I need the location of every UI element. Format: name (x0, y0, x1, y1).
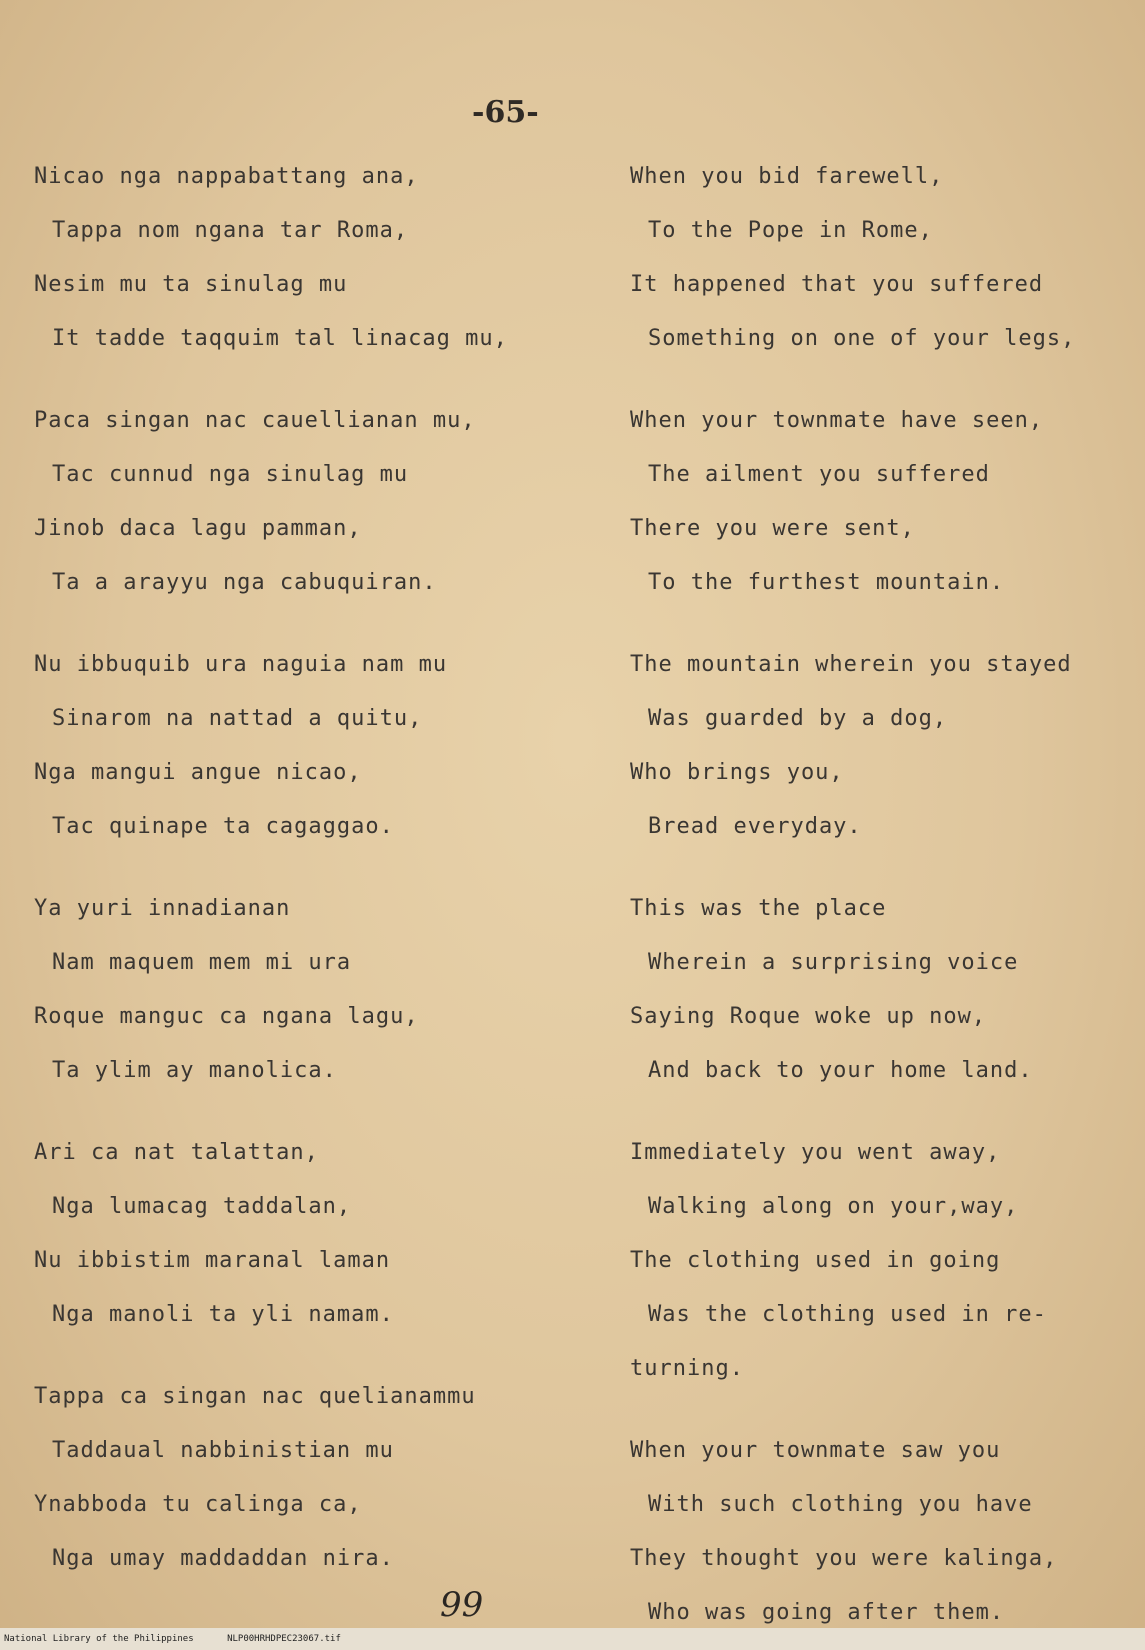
stanza-gap (630, 1098, 1140, 1126)
left-verse-line: Ynabboda tu calinga ca, (34, 1492, 362, 1517)
right-verse-line: When your townmate saw you (630, 1438, 1001, 1463)
right-verse-line: Something on one of your legs, (648, 326, 1076, 351)
right-verse-line: Walking along on your,way, (648, 1194, 1019, 1219)
right-verse-line: Immediately you went away, (630, 1140, 1001, 1165)
left-verse-line: Nga manoli ta yli namam. (52, 1302, 394, 1327)
left-verse-line: Roque manguc ca ngana lagu, (34, 1004, 419, 1029)
left-stanza (34, 1370, 574, 1586)
left-verse-line: It tadde taqquim tal linacag mu, (52, 326, 508, 351)
stanza-gap (630, 854, 1140, 882)
english-translation-column (630, 150, 1140, 1640)
right-verse-line: And back to your home land. (648, 1058, 1033, 1083)
right-verse-line: It happened that you suffered (630, 272, 1044, 297)
right-verse-line: When you bid farewell, (630, 164, 944, 189)
right-stanza (630, 394, 1140, 610)
left-verse-line: Nicao nga nappabattang ana, (34, 164, 419, 189)
tagalog-verse-column (34, 150, 574, 1586)
left-verse-line: Tappa ca singan nac quelianammu (34, 1384, 476, 1409)
left-verse-line: Nga mangui angue nicao, (34, 760, 362, 785)
right-verse-line: To the furthest mountain. (648, 570, 1005, 595)
file-name: NLP00HRHDPEC23067.tif (227, 1634, 341, 1644)
right-verse-line: Who was going after them. (648, 1600, 1005, 1625)
right-verse-line: When your townmate have seen, (630, 408, 1044, 433)
stanza-gap (34, 854, 574, 882)
right-stanza (630, 1424, 1140, 1640)
page-number: -65- (472, 95, 539, 130)
right-stanza (630, 1126, 1140, 1396)
right-stanza (630, 638, 1140, 854)
stanza-gap (630, 1396, 1140, 1424)
left-verse-line: Ari ca nat talattan, (34, 1140, 319, 1165)
stanza-gap (34, 1098, 574, 1126)
right-stanza (630, 150, 1140, 366)
left-stanza (34, 882, 574, 1098)
left-stanza (34, 150, 574, 366)
handwritten-folio-number: 99 (440, 1585, 484, 1625)
left-verse-line: Nu ibbistim maranal laman (34, 1248, 391, 1273)
left-verse-line: Nesim mu ta sinulag mu (34, 272, 348, 297)
left-verse-line: Jinob daca lagu pamman, (34, 516, 362, 541)
right-verse-line: The ailment you suffered (648, 462, 990, 487)
right-verse-line: Was the clothing used in re- (648, 1302, 1047, 1327)
left-verse-line: Nga lumacag taddalan, (52, 1194, 352, 1219)
left-verse-line: Tac quinape ta cagaggao. (52, 814, 394, 839)
left-verse-line: Tappa nom ngana tar Roma, (52, 218, 409, 243)
right-verse-line: Bread everyday. (648, 814, 862, 839)
library-credit: National Library of the Philippines (4, 1634, 194, 1644)
left-verse-line: Paca singan nac cauellianan mu, (34, 408, 476, 433)
left-stanza (34, 638, 574, 854)
left-verse-line: Ta ylim ay manolica. (52, 1058, 337, 1083)
right-verse-line: There you were sent, (630, 516, 915, 541)
right-verse-line: With such clothing you have (648, 1492, 1033, 1517)
left-verse-line: Ta a arayyu nga cabuquiran. (52, 570, 437, 595)
right-verse-line: To the Pope in Rome, (648, 218, 933, 243)
left-verse-line: Ya yuri innadianan (34, 896, 291, 921)
scan-footer (0, 1628, 1145, 1650)
left-verse-line: Nam maquem mem mi ura (52, 950, 352, 975)
right-verse-line: Who brings you, (630, 760, 844, 785)
stanza-gap (34, 366, 574, 394)
stanza-gap (34, 1342, 574, 1370)
left-verse-line: Nu ibbuquib ura naguia nam mu (34, 652, 448, 677)
right-verse-line: The clothing used in going (630, 1248, 1001, 1273)
left-verse-line: Nga umay maddaddan nira. (52, 1546, 394, 1571)
right-verse-line: They thought you were kalinga, (630, 1546, 1058, 1571)
left-verse-line: Tac cunnud nga sinulag mu (52, 462, 409, 487)
right-verse-line: The mountain wherein you stayed (630, 652, 1072, 677)
stanza-gap (34, 610, 574, 638)
right-stanza (630, 882, 1140, 1098)
left-stanza (34, 394, 574, 610)
left-verse-line: Taddaual nabbinistian mu (52, 1438, 394, 1463)
right-verse-line: This was the place (630, 896, 887, 921)
stanza-gap (630, 610, 1140, 638)
right-verse-line: turning. (630, 1356, 744, 1381)
left-stanza (34, 1126, 574, 1342)
right-verse-line: Was guarded by a dog, (648, 706, 948, 731)
stanza-gap (630, 366, 1140, 394)
right-verse-line: Wherein a surprising voice (648, 950, 1019, 975)
left-verse-line: Sinarom na nattad a quitu, (52, 706, 423, 731)
right-verse-line: Saying Roque woke up now, (630, 1004, 987, 1029)
